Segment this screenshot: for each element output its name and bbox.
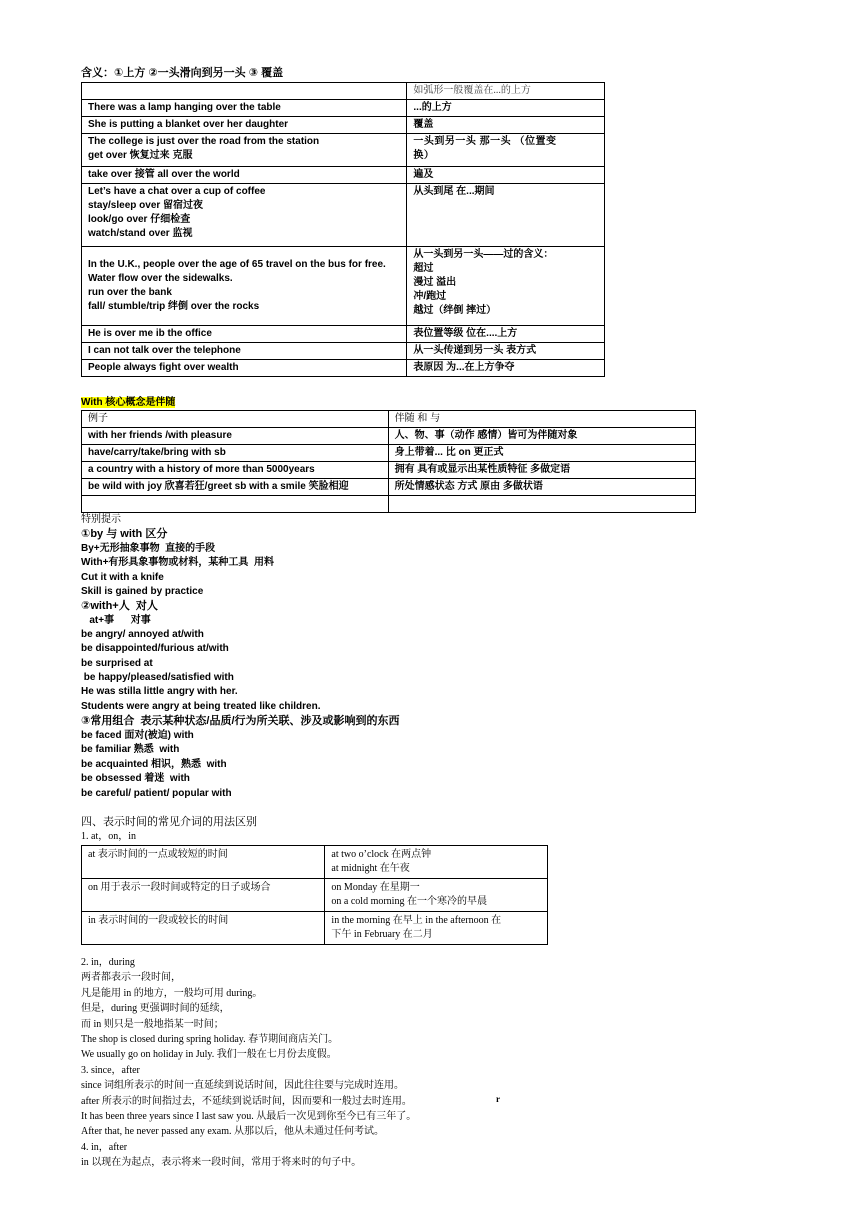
example-cell: be wild with joy 欣喜若狂/greet sb with a smile 笑脸相迎 (82, 479, 389, 496)
meaning-line: 从一头传递到另一头 表方式 (413, 345, 537, 356)
meaning-cell: 伴随 和 与 (388, 411, 695, 428)
example-cell: have/carry/take/bring with sb (82, 445, 389, 462)
example-line: The college is just over the road from the station (88, 136, 320, 147)
table-row (82, 360, 605, 377)
meaning-line: 漫过 溢出 (413, 277, 457, 288)
example-cell (82, 496, 389, 513)
example-cell (82, 100, 407, 117)
explanation-line: after 所表示的时间指过去，不延续到说话时间，因而要和一般过去时连用。 (81, 1095, 412, 1107)
example-line: fall/ stumble/trip 绊倒 over the rocks (88, 301, 260, 312)
note-line: be careful/ patient/ popular with (81, 788, 232, 799)
meaning-line: 一头到另一头 那一头 （位置变 (413, 136, 557, 147)
example-cell (82, 247, 407, 326)
usage-cell (82, 879, 325, 912)
note-line: at+事 对事 (81, 615, 151, 626)
table-row (82, 343, 605, 360)
meaning-cell (407, 83, 605, 100)
table-row (82, 879, 548, 912)
meaning-cell: 人、物、事（动作 感情）皆可为伴随对象 (388, 428, 695, 445)
meaning-line: 表原因 为...在上方争夺 (413, 362, 515, 373)
table-row (82, 912, 548, 945)
example-cell (82, 134, 407, 167)
explanation-line: After that, he never passed any exam. 从那以后，他从未通过任何考试。 (81, 1126, 384, 1138)
table-row (82, 184, 605, 247)
explanation-line: 4. in，after (81, 1141, 128, 1153)
table-row (82, 134, 605, 167)
usage-line: in 表示时间的一段或较长的时间 (88, 915, 229, 926)
meaning-line: 如弧形一般覆盖在...的上方 (413, 85, 531, 96)
example-cell: with her friends /with pleasure (82, 428, 389, 445)
table-row (82, 445, 696, 462)
example-line: Water flow over the sidewalks. (88, 273, 233, 284)
section4-sub1: 1. at，on，in (81, 831, 136, 842)
over-usage-table (81, 82, 605, 377)
example-line: at two o’clock 在两点钟 (331, 849, 432, 860)
over-meaning-heading: 含义：①上方 ②一头滑向到另一头 ③ 覆盖 (81, 67, 284, 79)
usage-line: at 表示时间的一点或较短的时间 (88, 849, 228, 860)
example-cell (82, 117, 407, 134)
meaning-cell: 拥有 具有或显示出某性质特征 多做定语 (388, 462, 695, 479)
meaning-line: 从一头到另一头——过的含义： (413, 249, 554, 260)
meaning-line: 越过（绊倒 摔过） (413, 305, 497, 316)
note-line: Students were angry at being treated like children. (81, 701, 321, 712)
note-line: ②with+人 对人 (81, 600, 158, 612)
meaning-line: 从头到尾 在...期间 (413, 186, 495, 197)
example-cell (82, 360, 407, 377)
example-line: look/go over 仔细检查 (88, 214, 191, 225)
section4-heading: 四、表示时间的常见介词的用法区别 (81, 816, 257, 828)
explanation-line: 两者都表示一段时间， (81, 972, 181, 984)
meaning-cell (407, 167, 605, 184)
example-cell (82, 326, 407, 343)
note-line: Cut it with a knife (81, 572, 164, 583)
note-line: be happy/pleased/satisfied with (81, 672, 234, 683)
meaning-cell (388, 496, 695, 513)
usage-line: on 用于表示一段时间或特定的日子或场合 (88, 882, 271, 893)
note-line: be faced 面对(被迫) with (81, 730, 194, 741)
example-line: in the morning 在早上 in the afternoon 在 (331, 915, 502, 926)
note-line: ①by 与 with 区分 (81, 528, 168, 540)
example-line: I can not talk over the telephone (88, 345, 241, 356)
example-cell: 例子 (82, 411, 389, 428)
meaning-cell (407, 184, 605, 247)
explanation-line: It has been three years since I last saw you. 从最后一次见到你至今已有三年了。 (81, 1111, 417, 1122)
example-line: on Monday 在星期一 (331, 882, 420, 893)
example-line: There was a lamp hanging over the table (88, 102, 281, 113)
with-heading-highlight: With 核心概念是伴随 (81, 397, 176, 408)
example-cell (82, 343, 407, 360)
meaning-line: 超过 (413, 263, 434, 274)
table-row (82, 462, 696, 479)
explanation-line: in 以现在为起点，表示将来一段时间，常用于将来时的句子中。 (81, 1157, 362, 1169)
example-line: 下午 in February 在二月 (331, 929, 433, 940)
meaning-cell (407, 247, 605, 326)
explanation-line: 但是，during 更强调时间的延续， (81, 1003, 230, 1015)
note-line: be angry/ annoyed at/with (81, 629, 204, 640)
note-line: be familiar 熟悉 with (81, 744, 180, 755)
explanation-line: 凡是能用 in 的地方，一般均可用 during。 (81, 987, 263, 999)
note-line: be surprised at (81, 658, 153, 669)
example-cell (82, 167, 407, 184)
meaning-cell (407, 326, 605, 343)
note-line: be acquainted 相识，熟悉 with (81, 759, 227, 770)
example-line: at midnight 在午夜 (331, 863, 410, 874)
table-row (82, 428, 696, 445)
meaning-cell: 身上带着... 比 on 更正式 (388, 445, 695, 462)
note-line: 特别提示 (81, 514, 121, 525)
example-line: stay/sleep over 留宿过夜 (88, 200, 204, 211)
example-line: He is over me ib the office (88, 328, 212, 339)
meaning-line: 表位置等级 位在....上方 (413, 328, 518, 339)
table-row (82, 167, 605, 184)
note-line: He was stilla little angry with her. (81, 686, 238, 697)
table-row (82, 411, 696, 428)
table-row (82, 83, 605, 100)
meaning-line: 换） (413, 150, 435, 161)
table-row (82, 100, 605, 117)
meaning-cell: 所处情感状态 方式 原由 多做状语 (388, 479, 695, 496)
meaning-cell (407, 100, 605, 117)
note-line: With+有形具象事物或材料，某种工具 用料 (81, 557, 274, 568)
example-line: watch/stand over 监视 (88, 228, 193, 239)
note-line: be disappointed/furious at/with (81, 643, 229, 654)
table-row (82, 247, 605, 326)
time-preposition-table (81, 845, 548, 945)
example-line: Let’s have a chat over a cup of coffee (88, 186, 266, 197)
example-line: on a cold morning 在一个寒冷的早晨 (331, 896, 487, 907)
meaning-line: 覆盖 (413, 119, 434, 130)
table-row (82, 496, 696, 513)
note-line: By+无形抽象事物 直接的手段 (81, 543, 216, 554)
explanation-line: We usually go on holiday in July. 我们一般在七月份去度假。 (81, 1049, 337, 1061)
meaning-line: 遍及 (413, 169, 434, 180)
stray-mark: r (496, 1094, 500, 1104)
meaning-cell (407, 134, 605, 167)
explanation-line: The shop is closed during spring holiday. 春节期间商店关门。 (81, 1034, 339, 1045)
meaning-line: ...的上方 (413, 102, 452, 113)
explanation-line: 2. in，during (81, 957, 135, 968)
note-line: be obsessed 着迷 with (81, 773, 190, 784)
usage-cell (82, 912, 325, 945)
table-row (82, 846, 548, 879)
example-cell (325, 912, 548, 945)
meaning-cell (407, 360, 605, 377)
explanation-line: 3. since，after (81, 1064, 140, 1076)
meaning-cell (407, 117, 605, 134)
table-row (82, 117, 605, 134)
example-cell (82, 83, 407, 100)
explanation-line: 而 in 则只是一般地指某一时间； (81, 1018, 224, 1030)
example-cell (325, 846, 548, 879)
example-line: run over the bank (88, 287, 172, 298)
example-cell (82, 184, 407, 247)
example-cell: a country with a history of more than 5000years (82, 462, 389, 479)
example-cell (325, 879, 548, 912)
with-heading (81, 396, 175, 410)
note-line: Skill is gained by practice (81, 586, 204, 597)
with-usage-table (81, 410, 696, 513)
example-line: She is putting a blanket over her daughter (88, 119, 289, 130)
meaning-cell (407, 343, 605, 360)
example-line: take over 接管 all over the world (88, 169, 240, 180)
example-line: In the U.K., people over the age of 65 travel on the bus for free. (88, 259, 386, 270)
meaning-line: 冲/跑过 (413, 291, 447, 302)
note-line: ③常用组合 表示某种状态/品质/行为所关联、涉及或影响到的东西 (81, 715, 400, 727)
explanation-line: since 词组所表示的时间一直延续到说话时间，因此往往要与完成时连用。 (81, 1080, 405, 1092)
example-line: People always fight over wealth (88, 362, 239, 373)
table-row (82, 479, 696, 496)
table-row (82, 326, 605, 343)
usage-cell (82, 846, 325, 879)
example-line: get over 恢复过来 克服 (88, 150, 193, 161)
